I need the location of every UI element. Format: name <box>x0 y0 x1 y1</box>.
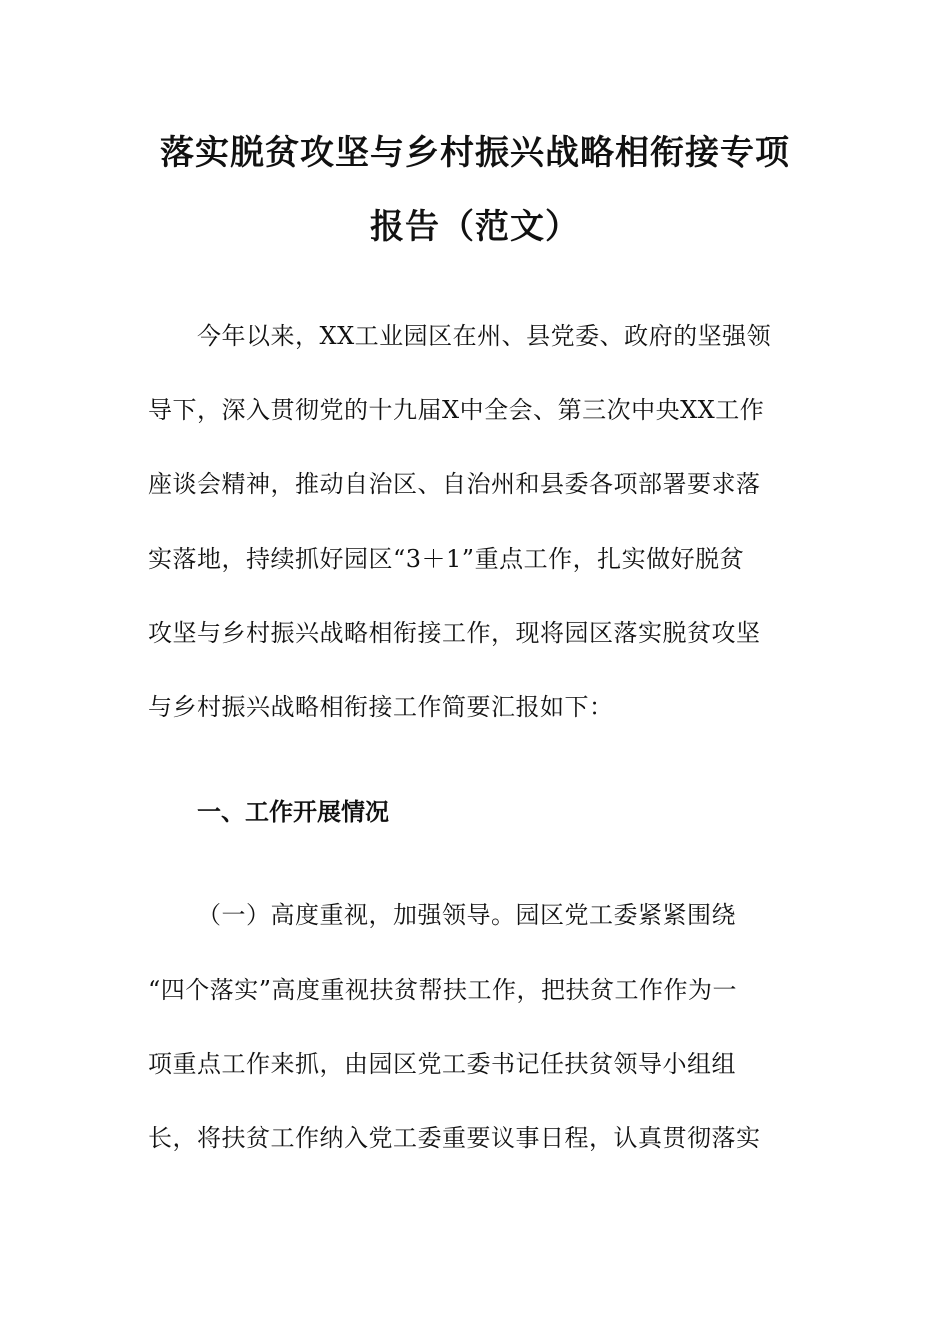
section-paragraph-line: 长，将扶贫工作纳入党工委重要议事日程，认真贯彻落实 <box>148 1124 761 1152</box>
document-title-line-2: 报告（范文） <box>370 207 580 247</box>
intro-paragraph-line: 今年以来，XX工业园区在州、县党委、政府的坚强领 <box>197 322 772 350</box>
section-paragraph-line: （一）高度重视，加强领导。园区党工委紧紧围绕 <box>197 901 736 929</box>
intro-paragraph-line: 实落地，持续抓好园区“3＋1”重点工作，扎实做好脱贫 <box>148 545 745 573</box>
intro-paragraph-line: 导下，深入贯彻党的十九届X中全会、第三次中央XX工作 <box>148 396 765 424</box>
document-title-line-1: 落实脱贫攻坚与乡村振兴战略相衔接专项 <box>160 133 790 173</box>
section-paragraph-line: 项重点工作来抓，由园区党工委书记任扶贫领导小组组 <box>148 1050 736 1078</box>
intro-paragraph-line: 与乡村振兴战略相衔接工作简要汇报如下： <box>148 693 614 721</box>
intro-paragraph-line: 攻坚与乡村振兴战略相衔接工作，现将园区落实脱贫攻坚 <box>148 619 761 647</box>
section-heading: 一、工作开展情况 <box>197 798 389 826</box>
intro-paragraph-line: 座谈会精神，推动自治区、自治州和县委各项部署要求落 <box>148 470 761 498</box>
section-paragraph-line: “四个落实”高度重视扶贫帮扶工作，把扶贫工作作为一 <box>148 976 738 1004</box>
